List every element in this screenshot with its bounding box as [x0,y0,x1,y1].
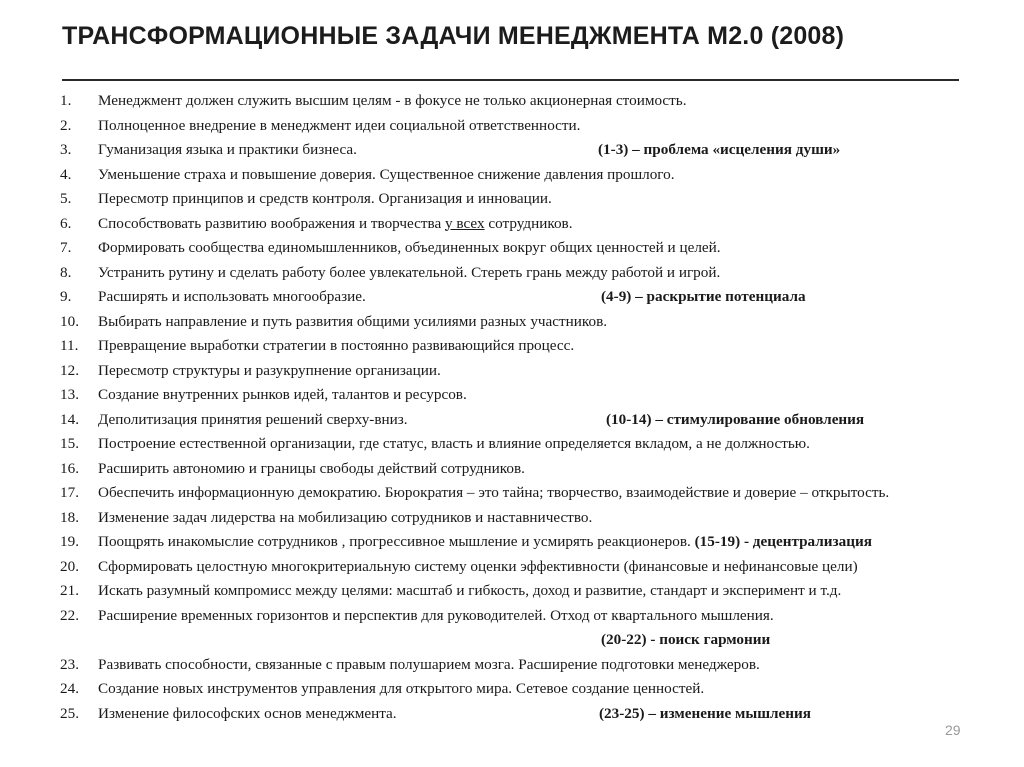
item-text: Построение естественной организации, где статус, власть и влияние определяется вкладом, а не должностью. [98,435,810,452]
list-item [0,530,1024,555]
list-item [0,604,1024,629]
item-text [98,212,573,237]
item-number: 18. [60,508,79,526]
item-text: Гуманизация языка и практики бизнеса. [98,141,357,158]
item-number: 7. [60,239,72,256]
item-text-part: сотрудников. [484,214,573,232]
item-text: Уменьшение страха и повышение доверия. Существенное снижение давления прошлого. [98,165,675,183]
item-number: 5. [60,190,72,207]
item-text: Формировать сообщества единомышленников, объединенных вокруг общих ценностей и целей. [98,239,721,256]
item-number: 21. [60,582,79,599]
group-label: (20-22) - поиск гармонии [601,631,771,648]
item-text: Искать разумный компромисс между целями: масштаб и гибкость, доход и развитие, стандарт и эксперимент и т.д. [98,582,842,599]
item-number: 17. [60,484,79,501]
item-text: Полноценное внедрение в менеджмент идеи социальной ответственности. [98,116,581,134]
item-number: 22. [60,606,79,624]
group-label: (4-9) – раскрытие потенциала [601,288,806,305]
item-number: 8. [60,263,72,281]
list-item [0,114,1024,139]
item-text: Пересмотр структуры и разукрупнение организации. [98,361,441,379]
item-number: 24. [60,680,79,697]
list-item [0,432,1024,457]
list-item [0,334,1024,359]
list-item [0,506,1024,531]
underlined-text: у всех [445,214,485,232]
item-text: Создание внутренних рынков идей, талантов и ресурсов. [98,386,467,403]
item-number: 13. [60,386,79,403]
list-item [0,408,1024,433]
list-item [0,579,1024,604]
item-text: Устранить рутину и сделать работу более увлекательной. Стереть грань между работой и игрой. [98,263,721,281]
item-number: 14. [60,410,79,428]
list-item [0,677,1024,702]
item-number: 23. [60,655,79,673]
item-number: 3. [60,141,72,158]
item-number: 6. [60,214,72,232]
title-divider [62,79,959,81]
item-number: 20. [60,557,79,575]
item-text: Деполитизация принятия решений сверху-вниз. [98,410,408,428]
item-text: Расширить автономию и границы свободы действий сотрудников. [98,459,525,477]
item-text: Развивать способности, связанные с правым полушарием мозга. Расширение подготовки менеджеров. [98,655,760,673]
list-item [0,628,1024,653]
list-item [0,310,1024,335]
list-item [0,236,1024,261]
item-text-part: Поощрять инакомыслие сотрудников , прогрессивное мышление и усмирять реакционеров. [98,533,691,550]
item-text: Превращение выработки стратегии в постоянно развивающийся процесс. [98,337,575,354]
list-item [0,285,1024,310]
page-number: 29 [945,722,961,738]
item-text: Менеджмент должен служить высшим целям - в фокусе не только акционерная стоимость. [98,92,687,109]
list-item [0,212,1024,237]
list-item [0,359,1024,384]
item-text: Расширение временных горизонтов и перспектив для руководителей. Отход от квартального мышления. [98,606,774,624]
list-item [0,187,1024,212]
item-text: Сформировать целостную многокритериальную систему оценки эффективности (финансовые и нефинансовые цели) [98,557,858,575]
list-item [0,481,1024,506]
item-number: 15. [60,435,79,452]
item-number: 2. [60,116,72,134]
item-number: 4. [60,165,72,183]
item-number: 11. [60,337,79,354]
item-number: 25. [60,704,79,722]
item-text [98,530,872,555]
list-item [0,261,1024,286]
item-number: 16. [60,459,79,477]
item-text: Пересмотр принципов и средств контроля. Организация и инновации. [98,190,552,207]
group-label: (23-25) – изменение мышления [599,704,811,722]
list-item [0,653,1024,678]
item-number: 9. [60,288,72,305]
task-list [0,89,1024,726]
item-text: Изменение задач лидерства на мобилизацию сотрудников и наставничество. [98,508,593,526]
list-item [0,383,1024,408]
item-number: 10. [60,312,79,330]
slide-title: ТРАНСФОРМАЦИОННЫЕ ЗАДАЧИ МЕНЕДЖМЕНТА М2.0 (2008) [62,22,845,50]
item-number: 1. [60,92,72,109]
group-label: (10-14) – стимулирование обновления [606,410,865,428]
list-item [0,163,1024,188]
list-item [0,89,1024,114]
item-text-part: Способствовать развитию воображения и творчества [98,214,446,232]
item-text: Изменение философских основ менеджмента. [98,704,397,722]
list-item [0,138,1024,163]
item-text: Создание новых инструментов управления для открытого мира. Сетевое создание ценностей. [98,680,705,697]
item-text: Выбирать направление и путь развития общими усилиями разных участников. [98,312,608,330]
item-text: Обеспечить информационную демократию. Бюрократия – это тайна; творчество, взаимодействие и доверие – открытость. [98,484,890,501]
item-number: 12. [60,361,79,379]
list-item [0,457,1024,482]
list-item [0,555,1024,580]
item-text: Расширять и использовать многообразие. [98,288,366,305]
group-label: (1-3) – проблема «исцеления души» [598,141,841,158]
item-number: 19. [60,533,79,550]
group-label: (15-19) - децентрализация [694,533,872,550]
list-item [0,702,1024,727]
